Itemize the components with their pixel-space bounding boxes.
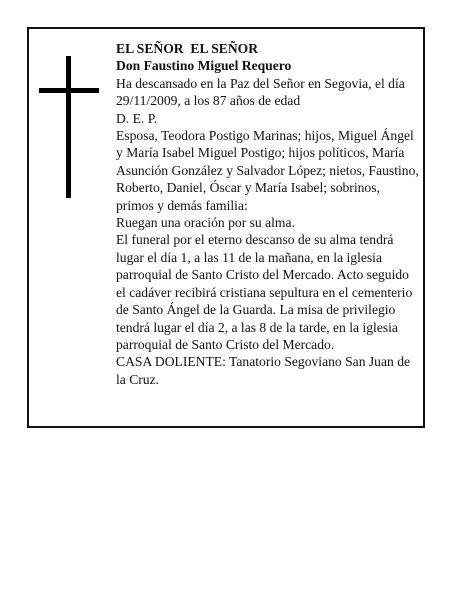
notice-text: [116, 40, 421, 388]
obituary-notice: [27, 27, 425, 428]
cross-icon: [39, 56, 99, 198]
mourning-house: CASA DOLIENTE: Tanatorio Segoviano San Juan de la Cruz.: [116, 354, 411, 387]
family-list: Esposa, Teodora Postigo Marinas; hijos, Miguel Ángel y María Isabel Miguel Postigo; hijos políticos, María Asunción González y Salvador López; nietos, Faustino, Roberto, Daniel, Óscar y María Isabel; sobrinos, primos y demás familia:: [116, 128, 419, 213]
cross-vertical-bar: [66, 56, 71, 198]
rip-line: D. E. P.: [116, 110, 158, 126]
prayer-request: Ruegan una oración por su alma.: [116, 215, 295, 231]
funeral-details: El funeral por el eterno descanso de su alma tendrá lugar el día 1, a las 11 de la mañana, en la iglesia parroquial de Santo Cristo del Mercado. Acto seguido el cadáver recibirá cristiana sepultura en el cementerio de Santo Ángel de la Guarda. La misa de privilegio tendrá lugar el día 2, a las 8 de la tarde, en la iglesia parroquial de Santo Cristo del Mercado.: [116, 232, 413, 352]
deceased-name: Don Faustino Miguel Requero: [116, 58, 292, 74]
notice-heading: EL SEÑOR EL SEÑOR: [116, 41, 259, 56]
cross-horizontal-bar: [39, 88, 99, 93]
death-announcement: Ha descansado en la Paz del Señor en Segovia, el día 29/11/2009, a los 87 años de edad: [116, 75, 405, 109]
